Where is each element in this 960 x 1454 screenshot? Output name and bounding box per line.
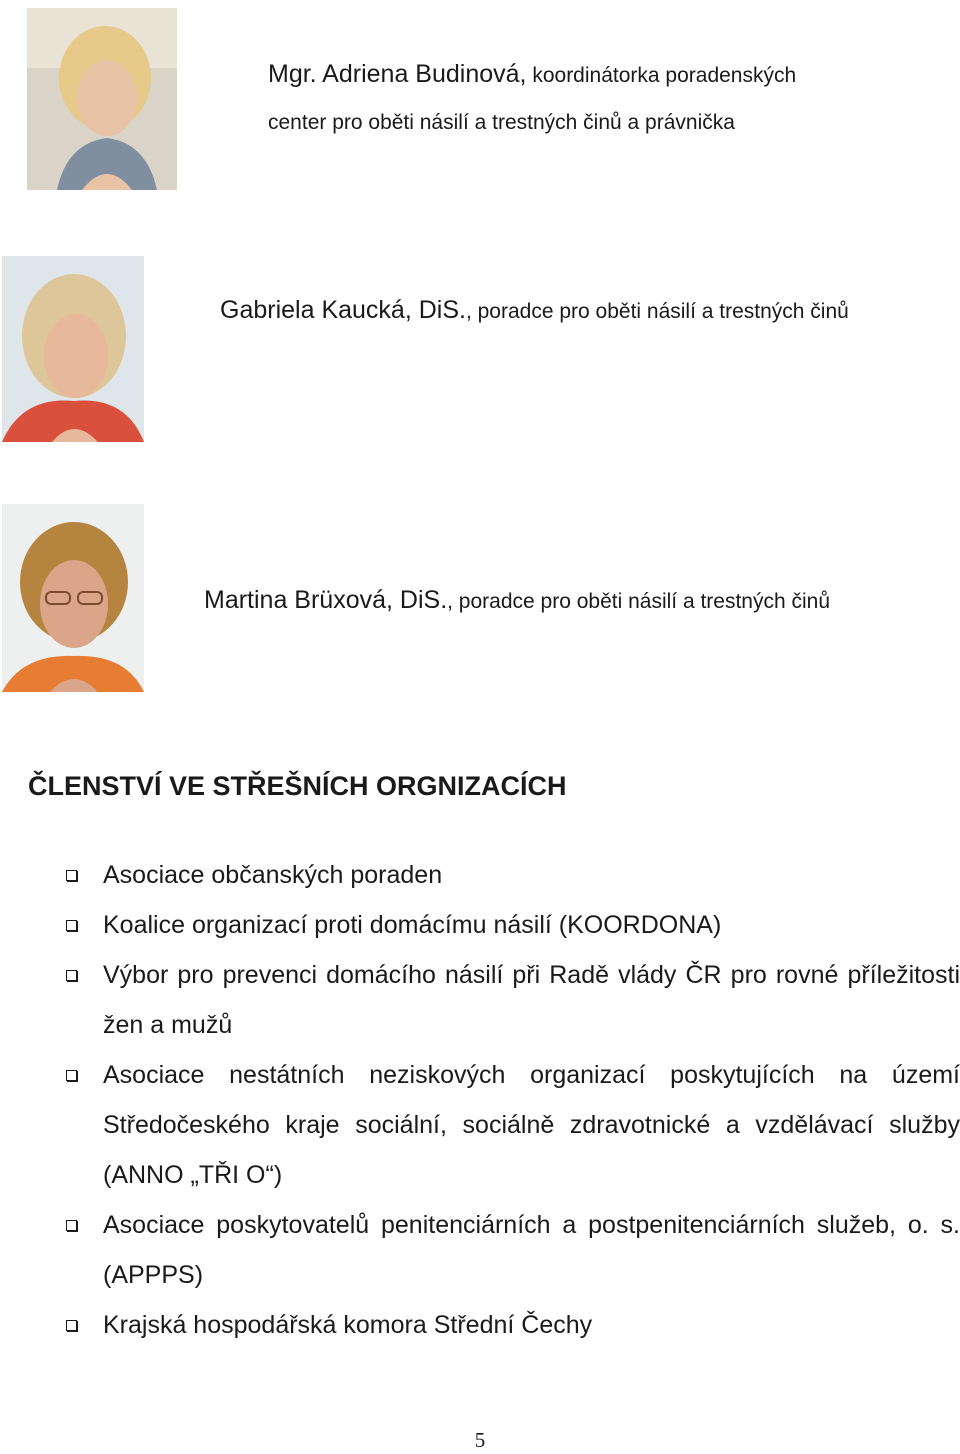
staff-role: , poradce pro oběti násilí a trestných činů <box>465 300 849 323</box>
list-item-text: Koalice organizací proti domácímu násilí (KOORDONA) <box>103 911 722 939</box>
checkbox-bullet-icon <box>66 870 77 881</box>
list-item <box>0 1050 960 1200</box>
staff-role: koordinátorka poradenských <box>526 64 797 87</box>
list-item <box>0 1200 960 1300</box>
checkbox-bullet-icon <box>66 1320 77 1331</box>
checkbox-bullet-icon <box>66 1220 77 1231</box>
staff-role: , poradce pro oběti násilí a trestných činů <box>447 590 831 613</box>
list-item <box>0 900 960 950</box>
staff-photo-kaucka <box>2 256 144 442</box>
checkbox-bullet-icon <box>66 920 77 931</box>
checkbox-bullet-icon <box>66 970 77 981</box>
list-item-text: Asociace nestátních neziskových organizací poskytujících na území Středočeského kraje sociální, sociálně zdravotnické a vzdělávací služby (ANNO „TŘI O“) <box>103 1061 960 1189</box>
section-heading: ČLENSTVÍ VE STŘEŠNÍCH ORGNIZACÍCH <box>28 771 567 801</box>
staff-photo-budinova <box>27 8 177 190</box>
list-item <box>0 1300 960 1350</box>
staff-budinova-line1 <box>268 62 796 87</box>
page-number: 5 <box>474 1428 486 1452</box>
staff-budinova-line2: center pro oběti násilí a trestných činů a právnička <box>268 111 735 134</box>
staff-name: Gabriela Kaucká, DiS. <box>220 296 466 324</box>
staff-bruxova-line <box>204 588 830 613</box>
membership-list <box>0 850 960 1350</box>
staff-kaucka-line <box>220 298 849 323</box>
list-item <box>0 850 960 900</box>
list-item-text: Krajská hospodářská komora Střední Čechy <box>103 1311 593 1339</box>
checkbox-bullet-icon <box>66 1070 77 1081</box>
staff-name: Martina Brüxová, DiS. <box>204 586 448 614</box>
staff-name: Mgr. Adriena Budinová, <box>268 60 527 88</box>
list-item-text: Asociace občanských poraden <box>103 861 443 889</box>
list-item-text: Výbor pro prevenci domácího násilí při Radě vlády ČR pro rovné příležitosti žen a mužů <box>103 961 960 1039</box>
list-item-text: Asociace poskytovatelů penitenciárních a postpenitenciárních služeb, o. s. (APPPS) <box>103 1211 960 1289</box>
staff-photo-bruxova <box>2 504 144 692</box>
list-item <box>0 950 960 1050</box>
